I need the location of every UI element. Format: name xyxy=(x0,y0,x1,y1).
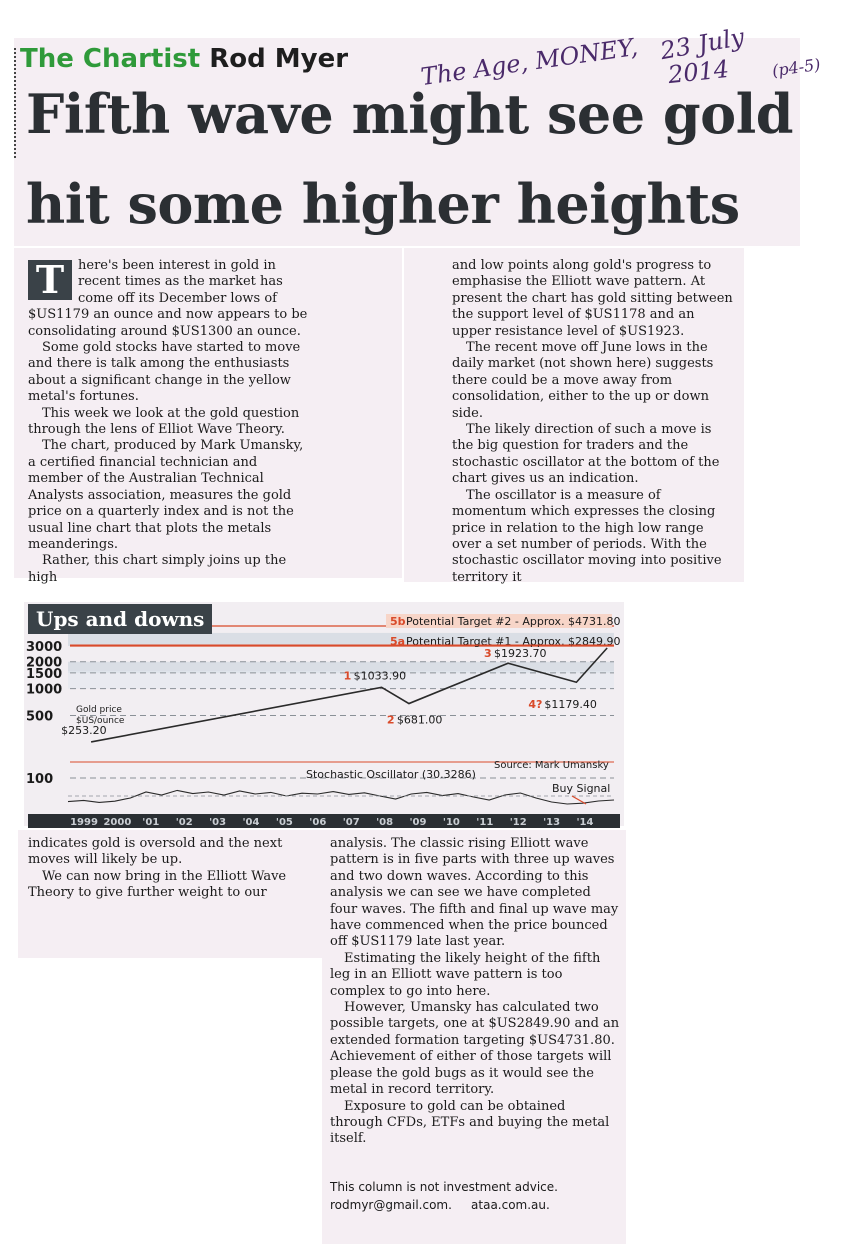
chart-source: Source: Mark Umansky xyxy=(494,760,609,771)
x-tick-label: '12 xyxy=(509,817,527,828)
wave-number: 1 xyxy=(343,669,352,683)
x-tick-label: '05 xyxy=(275,817,293,828)
target-wave-number: 5b xyxy=(390,615,406,628)
paragraph: Exposure to gold can be obtained through CFDs, ETFs and buying the metal itself. xyxy=(330,1098,610,1147)
y-tick-label: 1000 xyxy=(26,682,63,698)
x-tick-label: 2000 xyxy=(103,817,132,828)
buy-signal-label: Buy Signal xyxy=(552,782,611,795)
x-tick-label: 1999 xyxy=(70,817,98,828)
article-column-3 xyxy=(28,836,312,902)
x-tick-label: '08 xyxy=(376,817,394,828)
paragraph: The likely direction of such a move is the big question for traders and the stochastic oscillator at the bottom of the chart gives us an indication. xyxy=(452,422,720,487)
x-tick-label: '10 xyxy=(442,817,460,828)
x-tick-label: '01 xyxy=(142,817,160,828)
y-tick-label: 100 xyxy=(26,772,54,787)
x-tick-label: '04 xyxy=(242,817,260,828)
x-tick-label: '14 xyxy=(576,817,594,828)
y-tick-label: 3000 xyxy=(26,640,63,655)
headline-line-2: hit some higher heights xyxy=(26,172,740,236)
paragraph: The recent move off June lows in the daily market (not shown here) suggests there could be a move away from consolidation, either to the up or down side. xyxy=(452,340,714,421)
article-column-4 xyxy=(330,836,620,1148)
x-tick-label: '11 xyxy=(476,817,494,828)
paragraph: and low points along gold's progress to emphasise the Elliott wave pattern. At present the chart has gold sitting between the support level of $US1178 and an upper resistance level of $US1923. xyxy=(452,258,733,339)
column-kicker xyxy=(20,44,348,74)
x-tick-label: '03 xyxy=(209,817,227,828)
disclaimer: This column is not investment advice. xyxy=(330,1180,558,1194)
chart-title: Ups and downs xyxy=(28,604,212,634)
handwritten-date: 23 July xyxy=(658,22,747,66)
drop-cap: T xyxy=(28,260,72,300)
y-tick-label: 500 xyxy=(26,709,54,725)
paragraph: This week we look at the gold question through the lens of Elliot Wave Theory. xyxy=(28,405,300,438)
article-column-1 xyxy=(28,258,312,586)
paragraph: Rather, this chart simply joins up the high xyxy=(28,553,287,585)
y-axis-label: $US/ounce xyxy=(76,716,125,726)
x-tick-label: '02 xyxy=(175,817,193,828)
price-point-label: $1179.40 xyxy=(544,698,597,712)
paragraph: indicates gold is oversold and the next moves will likely be up. xyxy=(28,836,283,868)
paragraph: However, Umansky has calculated two possible targets, one at $US2849.90 and an extended formation targeting $US4731.80. Achievement of either of those targets will please the gold bugs as it would see the metal in record territory. xyxy=(330,1000,620,1098)
contact-email[interactable]: rodmyr@gmail.com. xyxy=(330,1198,452,1212)
paragraph: The chart, produced by Mark Umansky, a certified financial technician and member of the Australian Technical Analysts association, measures the gold price on a quarterly index and is not the usual line chart that plots the metals meanderings. xyxy=(28,438,304,552)
author-name: Rod Myer xyxy=(209,44,349,74)
buy-signal-arrow xyxy=(572,796,586,804)
y-axis-label: Gold price xyxy=(76,705,122,715)
paragraph: T here's been interest in gold in recent times as the market has come off its December lows of $US1179 an ounce and now appears to be consolidating around $US1300 an ounce. xyxy=(28,257,308,339)
dotted-rule xyxy=(14,48,16,158)
y-tick-label: 1500 xyxy=(26,666,63,682)
wave-number: 4? xyxy=(528,698,543,712)
target-wave-number: 5a xyxy=(390,635,406,648)
paragraph: We can now bring in the Elliott Wave Theory to give further weight to our xyxy=(28,868,287,901)
price-band xyxy=(68,671,614,689)
article-column-2 xyxy=(452,258,736,586)
price-point-label: $1923.70 xyxy=(494,647,547,661)
handwritten-publication: The Age, MONEY, xyxy=(419,32,640,92)
gold-price-chart xyxy=(24,602,624,828)
handwritten-page-ref: (p4-5) xyxy=(770,54,822,81)
oscillator-label: Stochastic Oscillator (30.3286) xyxy=(306,768,476,781)
paragraph: Estimating the likely height of the fifth leg in an Elliott wave pattern is too complex to go into here. xyxy=(330,950,601,999)
handwritten-year: 2014 xyxy=(666,54,731,90)
oscillator-line xyxy=(68,790,614,804)
wave-number: 2 xyxy=(386,713,395,727)
x-tick-label: '06 xyxy=(309,817,327,828)
y-tick-label: 2000 xyxy=(26,655,63,671)
x-tick-label: '13 xyxy=(543,817,561,828)
section-name: The Chartist xyxy=(20,44,201,74)
paragraph: Some gold stocks have started to move and there is talk among the enthusiasts about a significant change in the yellow metal's fortunes. xyxy=(28,340,301,405)
price-point-label: $1033.90 xyxy=(353,669,407,683)
x-tick-label: '09 xyxy=(409,817,427,828)
contact-line xyxy=(330,1198,550,1212)
x-tick-label: '07 xyxy=(342,817,360,828)
price-point-label: $681.00 xyxy=(396,713,443,727)
paragraph: analysis. The classic rising Elliott wave pattern is in five parts with three up waves and two down waves. According to this analysis we can see we have completed four waves. The fifth and final up wave may have commenced when the price bounced off $US1179 late last year. xyxy=(330,836,619,950)
contact-website[interactable]: ataa.com.au. xyxy=(471,1198,550,1212)
target-label: Potential Target #1 - Approx. $2849.90 xyxy=(406,635,621,648)
headline-line-1: Fifth wave might see gold xyxy=(26,82,793,146)
price-point-label: $253.20 xyxy=(61,723,107,737)
target-label: Potential Target #2 - Approx. $4731.80 xyxy=(406,615,621,628)
wave-number: 3 xyxy=(484,647,492,661)
paragraph: The oscillator is a measure of momentum which expresses the closing price in relation to the high low range over a set number of periods. With the stochastic oscillator moving into positive territory it xyxy=(452,487,722,585)
